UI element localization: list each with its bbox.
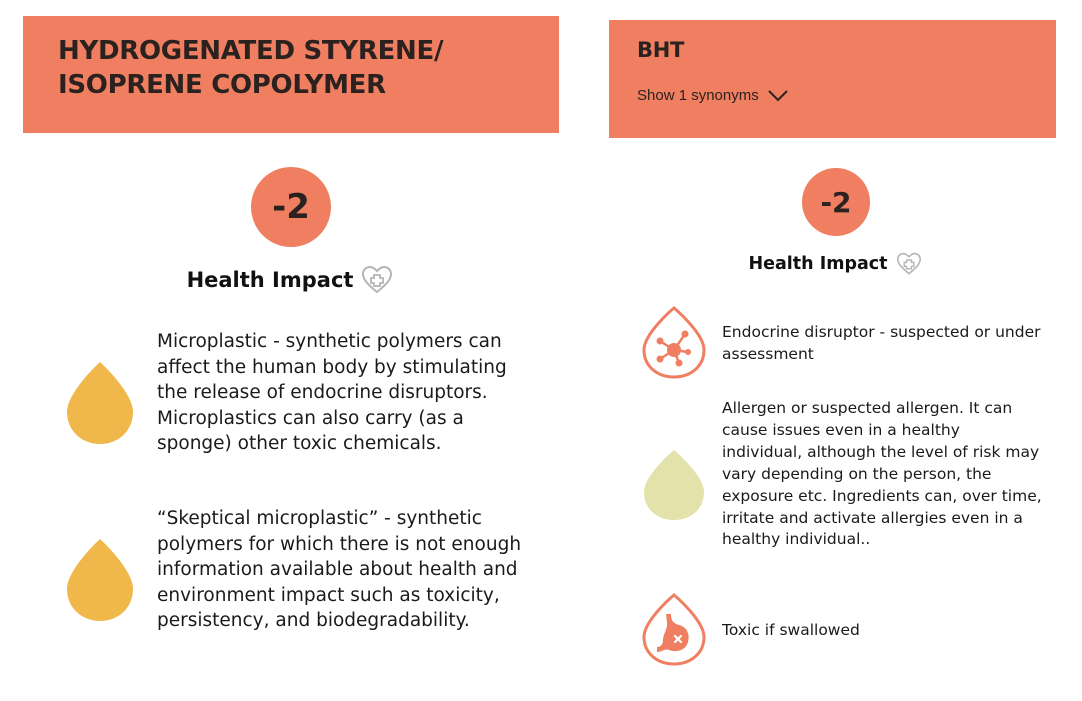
right-score-badge: -2 [802, 168, 870, 236]
right-health-impact-label: Health Impact [748, 254, 888, 274]
heart-plus-icon[interactable] [361, 265, 393, 295]
left-card-title: HYDROGENATED STYRENE/ ISOPRENE COPOLYMER [58, 36, 444, 100]
stomach-icon [641, 592, 707, 666]
left-item-2-text: “Skeptical microplastic” - synthetic polymers for which there is not enough information available about health and environment impact such as toxicity, persistency, and biodegradability. [157, 508, 522, 632]
left-card-header [23, 16, 559, 133]
left-score-badge: -2 [251, 167, 331, 247]
heart-plus-icon[interactable] [896, 252, 922, 276]
drop-icon [63, 537, 137, 623]
left-item-1-text: Microplastic - synthetic polymers can affect the human body by stimulating the release of endocrine disruptors. Microplastics can also carry (as a sponge) other toxic chemicals. [157, 331, 507, 455]
right-health-impact [720, 250, 950, 278]
molecule-icon [641, 305, 707, 379]
right-item-2-text: Allergen or suspected allergen. It can cause issues even in a healthy individual, although the level of risk may vary depending on the person, the exposure etc. Ingredients can, over time, irritate and activate allergies even in a healthy individual.. [722, 399, 1042, 549]
show-synonyms-toggle[interactable] [637, 87, 789, 104]
right-item-1-text: Endocrine disruptor - suspected or under assessment [722, 323, 1041, 363]
drop-icon [641, 448, 707, 522]
show-synonyms-label: Show 1 synonyms [637, 87, 759, 104]
right-card-header [609, 20, 1056, 138]
left-health-impact [150, 262, 430, 298]
drop-icon [63, 360, 137, 446]
right-card-title: BHT [637, 38, 685, 62]
left-health-impact-label: Health Impact [186, 268, 354, 292]
chevron-down-icon [767, 89, 789, 103]
right-item-3-text: Toxic if swallowed [722, 621, 860, 639]
